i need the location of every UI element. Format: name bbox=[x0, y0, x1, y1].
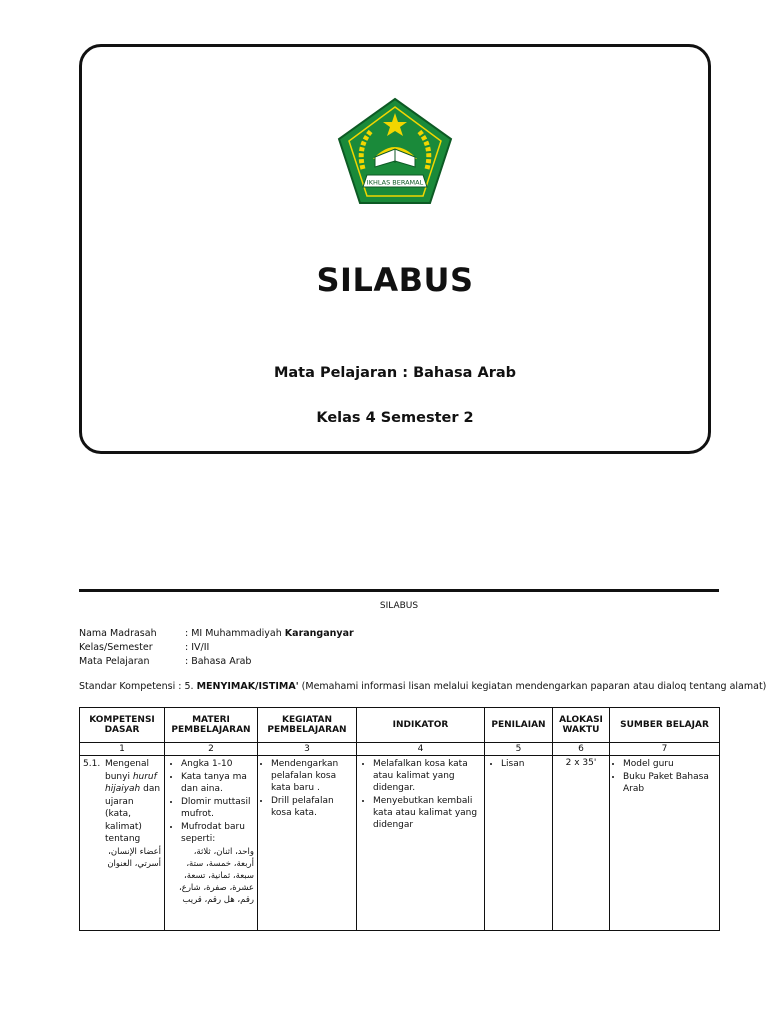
info-row-mapel bbox=[79, 655, 251, 668]
table-row bbox=[80, 756, 720, 931]
cell-alokasi: 2 x 35' bbox=[553, 756, 610, 931]
kd-text-2: dan ujaran (kata, kalimat) tentang bbox=[105, 784, 161, 844]
cover-subject: Mata Pelajaran : Bahasa Arab bbox=[273, 365, 517, 381]
header-materi: MATERI PEMBELAJARAN bbox=[165, 708, 258, 743]
kegiatan-item: • Drill pelafalan kosa kata. bbox=[271, 795, 353, 819]
standar-prefix: Standar Kompetensi : 5. bbox=[79, 681, 197, 692]
materi-item: • Mufrodat baru seperti: bbox=[181, 821, 254, 845]
cover-class: Kelas 4 Semester 2 bbox=[316, 410, 474, 426]
doc-title: SILABUS bbox=[379, 601, 419, 611]
materi-item: • Dlomir muttasil mufrot. bbox=[181, 796, 254, 820]
table-header-row bbox=[80, 708, 720, 743]
info-value: : MI Muhammadiyah bbox=[185, 628, 285, 639]
kd-italic: huruf hijaiyah bbox=[105, 771, 157, 794]
header-kegiatan: KEGIATAN PEMBELAJARAN bbox=[258, 708, 357, 743]
column-number: 2 bbox=[165, 743, 258, 756]
cover-title: SILABUS bbox=[316, 261, 474, 299]
indikator-item: • Menyebutkan kembali kata atau kalimat yang didengar bbox=[373, 795, 481, 831]
column-number: 7 bbox=[610, 743, 720, 756]
syllabus-table bbox=[79, 707, 720, 931]
cell-materi bbox=[165, 756, 258, 931]
info-value: : IV/II bbox=[185, 642, 210, 653]
standar-rest: (Memahami informasi lisan melalui kegiatan mendengarkan paparan atau dialoq tentang alamat) bbox=[298, 681, 767, 692]
materi-arabic: واحد، اثنان، ثلاثة، أربعة، خمسة، ستة، سبعة، ثمانية، تسعة، عشرة، صفرة، شارع، رقم، هل رقم، قريب bbox=[179, 847, 254, 905]
kegiatan-item: • Mendengarkan pelafalan kosa kata baru . bbox=[271, 758, 353, 794]
column-number: 1 bbox=[80, 743, 165, 756]
info-value-bold: Karanganyar bbox=[284, 628, 354, 639]
kd-number: 5.1. bbox=[83, 759, 101, 769]
info-label: Kelas/Semester bbox=[79, 642, 153, 653]
materi-item: • Angka 1-10 bbox=[181, 758, 254, 770]
standar-bold: MENYIMAK/ISTIMA' bbox=[196, 681, 299, 692]
standar-kompetensi bbox=[79, 681, 766, 692]
info-label: Mata Pelajaran bbox=[79, 656, 150, 667]
info-label: Nama Madrasah bbox=[79, 628, 157, 639]
kd-arabic: أعضاء الإنسان، أسرتي، العنوان bbox=[107, 846, 161, 869]
info-row-madrasah bbox=[79, 627, 354, 640]
column-number: 3 bbox=[258, 743, 357, 756]
penilaian-item: • Lisan bbox=[501, 758, 549, 770]
sumber-item: • Buku Paket Bahasa Arab bbox=[623, 771, 716, 795]
cell-kompetensi bbox=[80, 756, 165, 931]
column-number: 4 bbox=[357, 743, 485, 756]
table-number-row bbox=[80, 743, 720, 756]
column-number: 6 bbox=[553, 743, 610, 756]
section-divider bbox=[79, 589, 719, 592]
header-penilaian: PENILAIAN bbox=[485, 708, 553, 743]
sumber-item: • Model guru bbox=[623, 758, 716, 770]
kd-text: Mengenal bunyi bbox=[105, 759, 149, 782]
materi-item: • Kata tanya ma dan aina. bbox=[181, 771, 254, 795]
cell-indikator bbox=[357, 756, 485, 931]
header-indikator: INDIKATOR bbox=[357, 708, 485, 743]
indikator-item: • Melafalkan kosa kata atau kalimat yang didengar. bbox=[373, 758, 481, 794]
ministry-logo bbox=[337, 97, 453, 207]
cell-penilaian bbox=[485, 756, 553, 931]
info-value: : Bahasa Arab bbox=[185, 656, 252, 667]
logo-ribbon-text: IKHLAS BERAMAL bbox=[366, 178, 424, 187]
info-row-kelas bbox=[79, 641, 209, 654]
column-number: 5 bbox=[485, 743, 553, 756]
header-sumber: SUMBER BELAJAR bbox=[610, 708, 720, 743]
cover-frame bbox=[79, 44, 711, 454]
header-alokasi: ALOKASI WAKTU bbox=[553, 708, 610, 743]
cell-kegiatan bbox=[258, 756, 357, 931]
header-kompetensi: KOMPETENSI DASAR bbox=[80, 708, 165, 743]
cell-sumber bbox=[610, 756, 720, 931]
